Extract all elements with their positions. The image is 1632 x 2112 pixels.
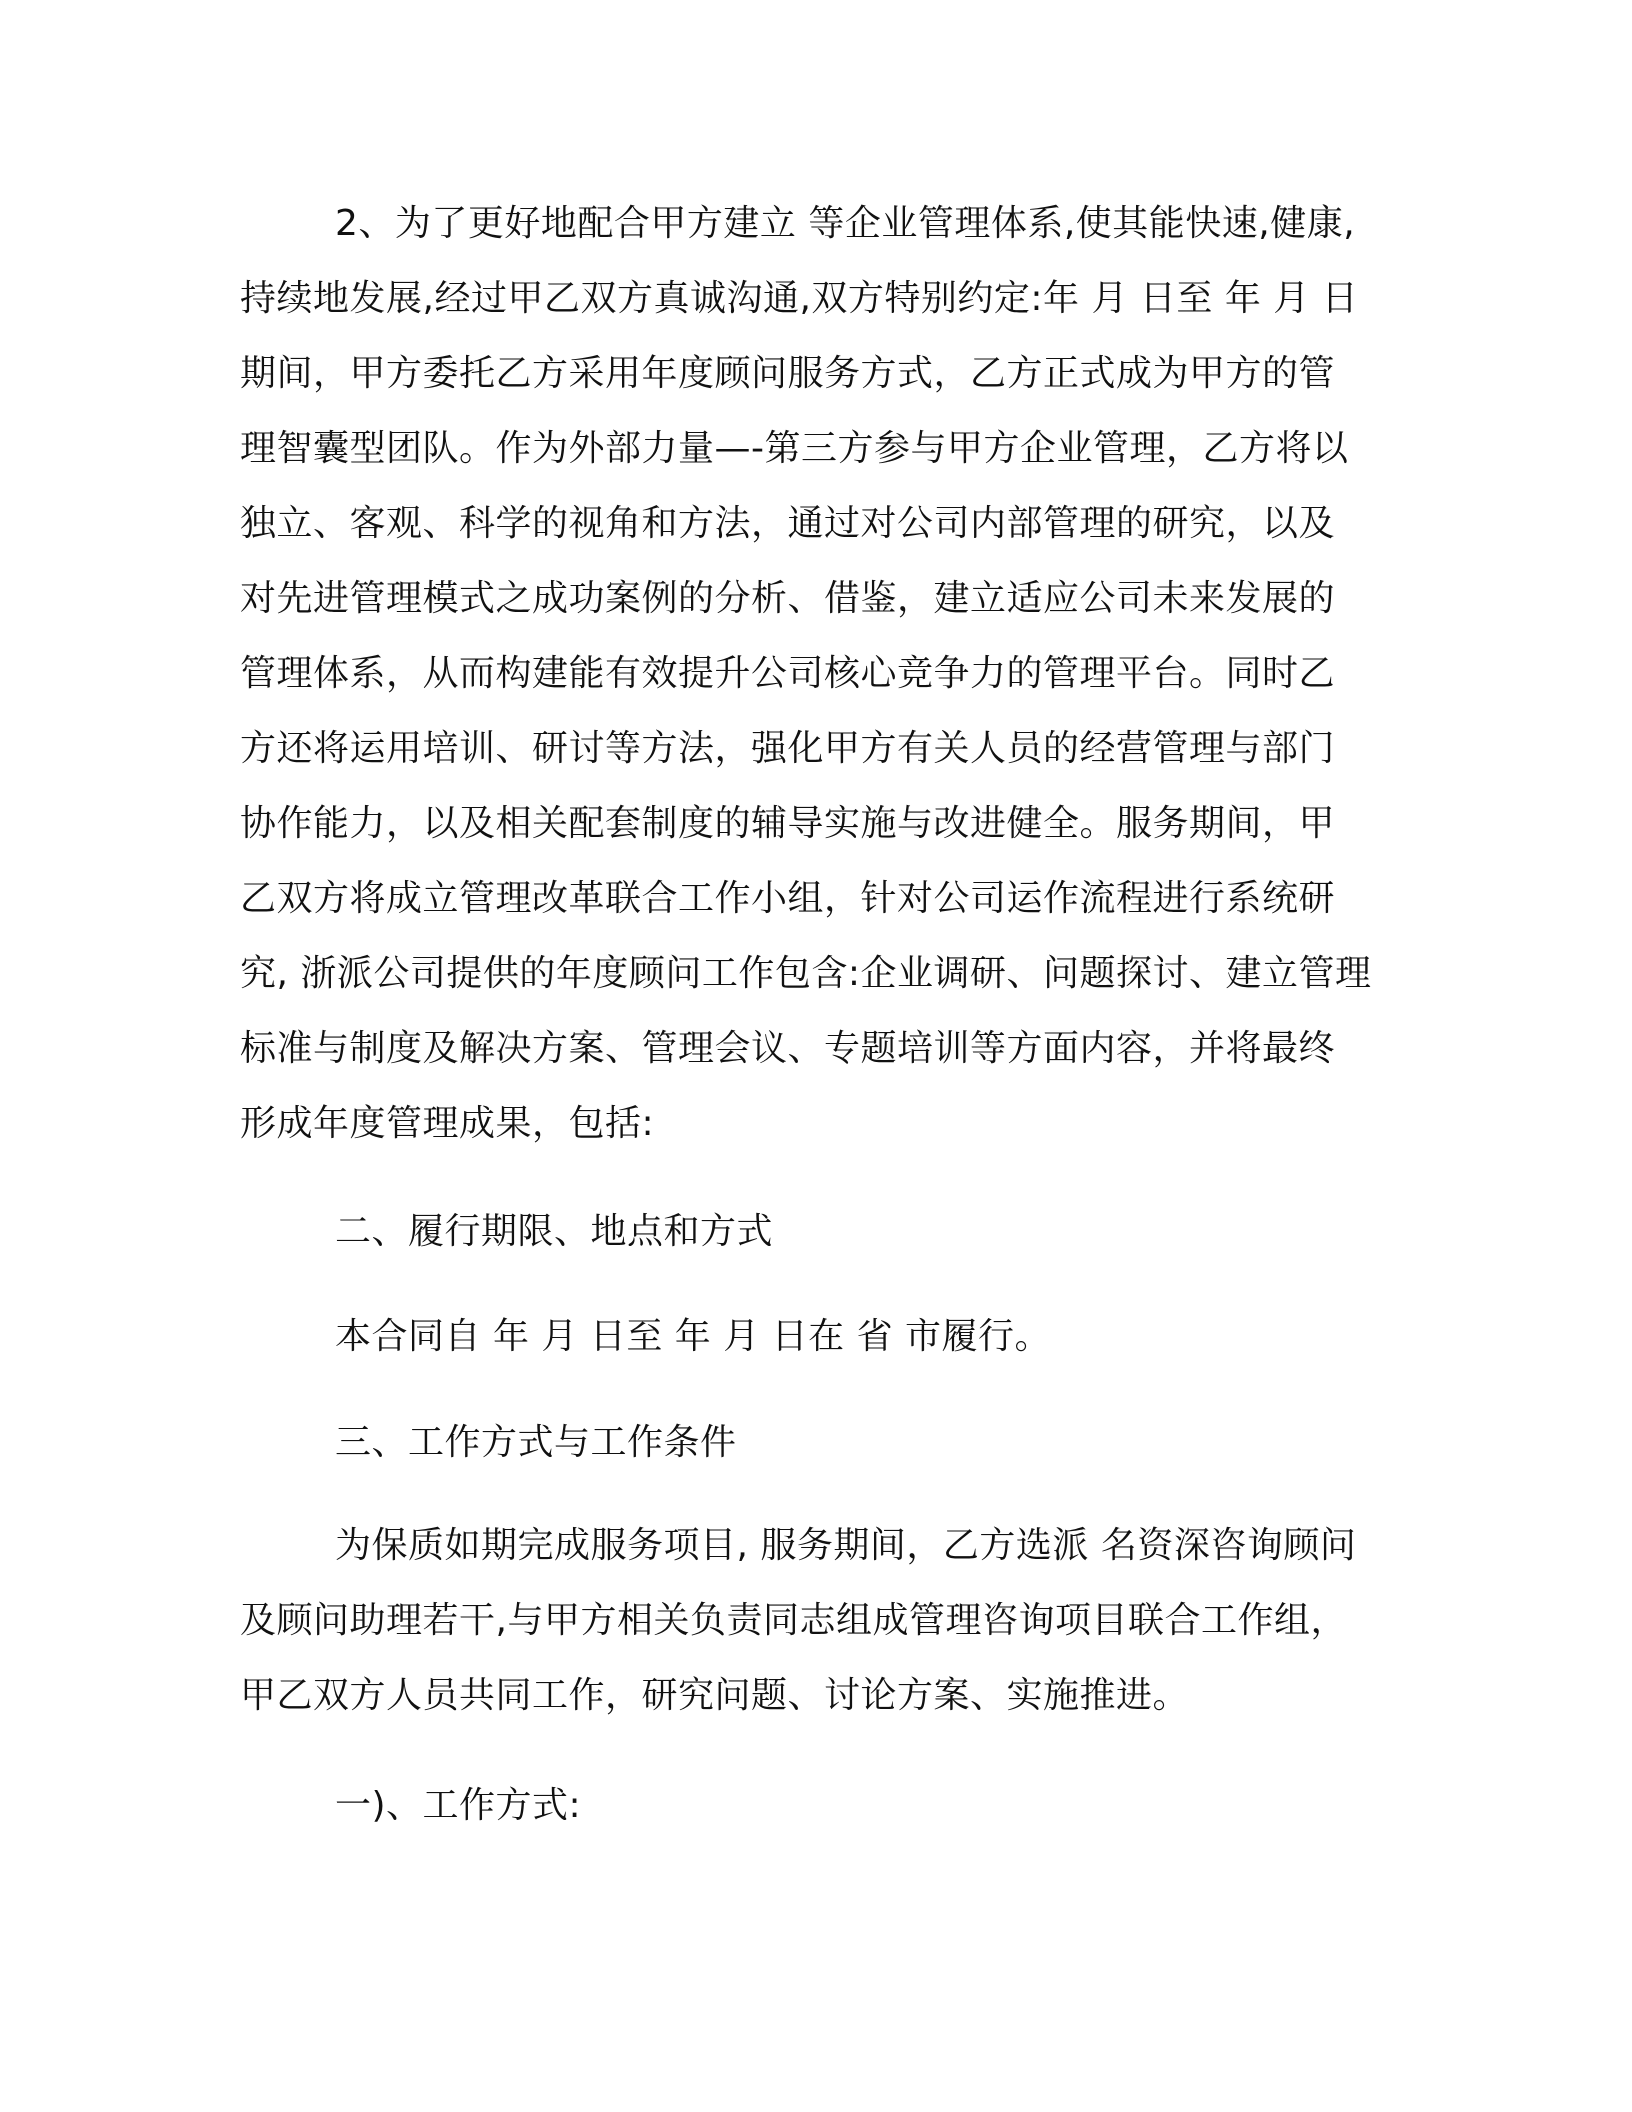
- paragraph1-line-1: 2、为了更好地配合甲方建立 等企业管理体系,使其能快速,健康,: [335, 203, 1356, 244]
- subheading-work-method: 一)、工作方式:: [335, 1785, 582, 1826]
- paragraph1-line-13: 形成年度管理成果，包括:: [240, 1103, 655, 1144]
- paragraph1-line-3: 期间，甲方委托乙方采用年度顾问服务方式，乙方正式成为甲方的管: [240, 353, 1336, 394]
- section-heading-2: 二、履行期限、地点和方式: [335, 1211, 774, 1252]
- paragraph3-line-2: 及顾问助理若干,与甲方相关负责同志组成管理咨询项目联合工作组，: [240, 1600, 1347, 1641]
- term-location-text: 本合同自 年 月 日至 年 月 日在 省 市履行。: [335, 1316, 1052, 1357]
- paragraph1-line-9: 协作能力，以及相关配套制度的辅导实施与改进健全。服务期间，甲: [240, 803, 1336, 844]
- paragraph1-line-12: 标准与制度及解决方案、管理会议、专题培训等方面内容，并将最终: [240, 1028, 1336, 1069]
- paragraph1-line-2: 持续地发展,经过甲乙双方真诚沟通,双方特别约定:年 月 日至 年 月 日: [240, 278, 1359, 319]
- section-heading-3: 三、工作方式与工作条件: [335, 1422, 737, 1463]
- paragraph1-line-6: 对先进管理模式之成功案例的分析、借鉴，建立适应公司未来发展的: [240, 578, 1336, 619]
- paragraph3-line-3: 甲乙双方人员共同工作，研究问题、讨论方案、实施推进。: [240, 1675, 1190, 1716]
- paragraph1-line-5: 独立、客观、科学的视角和方法，通过对公司内部管理的研究，以及: [240, 503, 1336, 544]
- paragraph3-line-1: 为保质如期完成服务项目, 服务期间，乙方选派 名资深咨询顾问: [335, 1525, 1357, 1566]
- paragraph1-line-11: 究, 浙派公司提供的年度顾问工作包含:企业调研、问题探讨、建立管理: [240, 953, 1372, 994]
- paragraph1-line-10: 乙双方将成立管理改革联合工作小组，针对公司运作流程进行系统研: [240, 878, 1336, 919]
- paragraph1-line-4: 理智囊型团队。作为外部力量—-第三方参与甲方企业管理，乙方将以: [240, 428, 1349, 469]
- paragraph1-line-8: 方还将运用培训、研讨等方法，强化甲方有关人员的经营管理与部门: [240, 728, 1336, 769]
- paragraph1-line-7: 管理体系，从而构建能有效提升公司核心竞争力的管理平台。同时乙: [240, 653, 1336, 694]
